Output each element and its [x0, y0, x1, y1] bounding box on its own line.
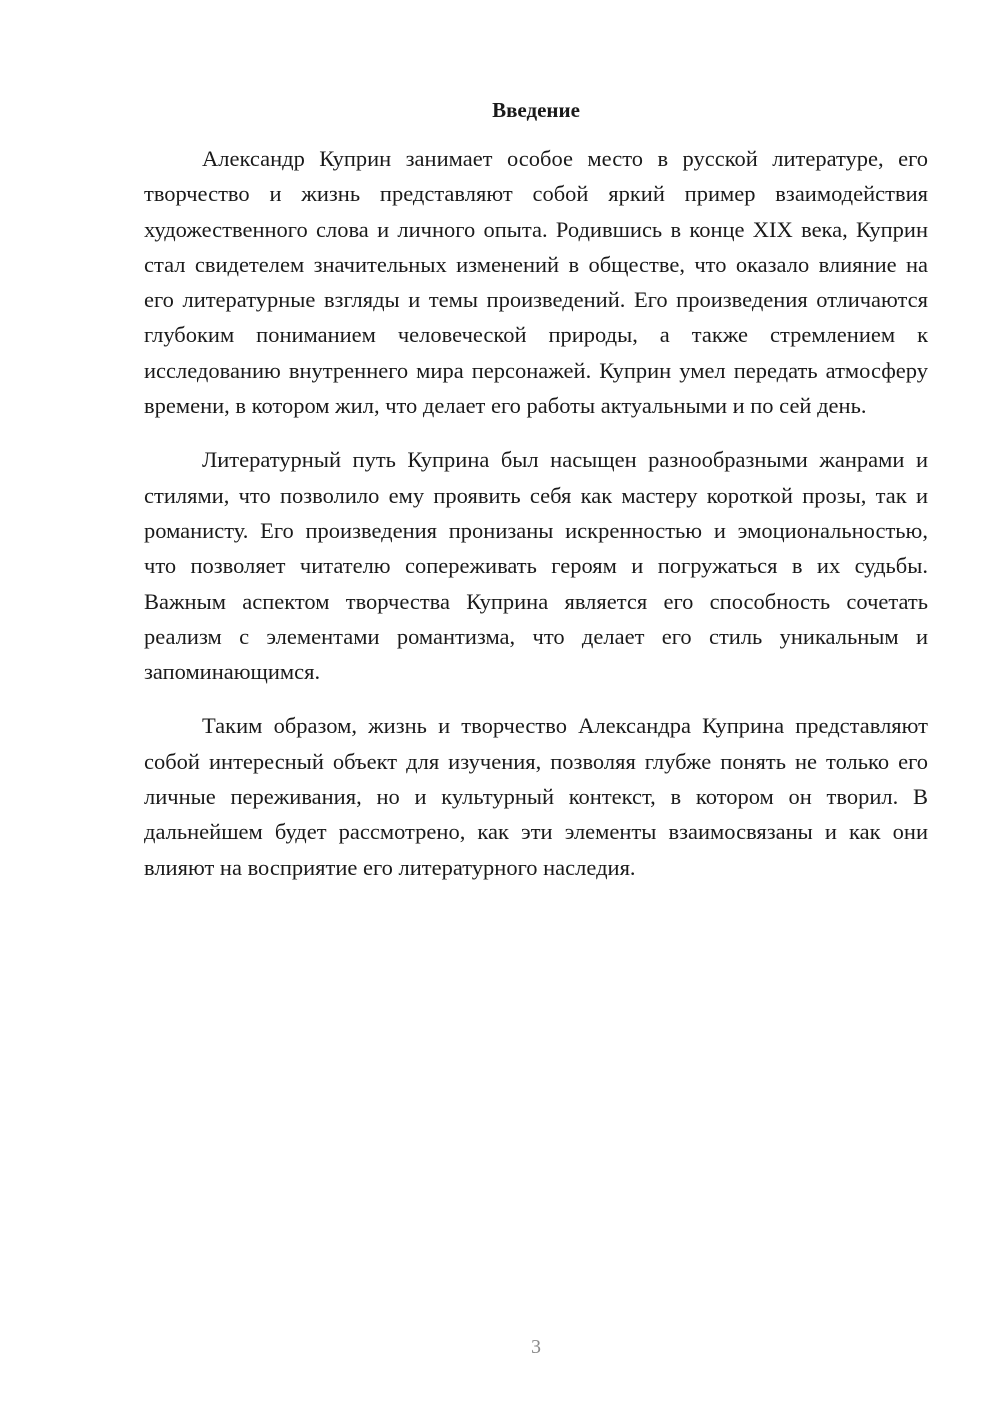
- paragraph-2: Литературный путь Куприна был насыщен разнообразными жанрами и стилями, что позволило ему проявить себя как мастеру короткой прозы, так и романисту. Его произведения пронизаны искренностью и эмоциональностью, что позволяет читателю сопереживать героям и погружаться в их судьбы. Важным аспектом творчества Куприна является его способность сочетать реализм с элементами романтизма, что делает его стиль уникальным и запоминающимся.: [144, 447, 928, 685]
- body-text: [144, 141, 928, 904]
- page-number: 3: [531, 1336, 541, 1358]
- paragraph-3: Таким образом, жизнь и творчество Александра Куприна представляют собой интересный объект для изучения, позволяя глубже понять не только его личные переживания, но и культурный контекст, в котором он творил. В дальнейшем будет рассмотрено, как эти элементы взаимосвязаны и как они влияют на восприятие его литературного наследия.: [144, 713, 928, 880]
- section-heading: Введение: [492, 98, 580, 122]
- paragraph-1: Александр Куприн занимает особое место в русской литературе, его творчество и жизнь представляют собой яркий пример взаимодействия художественного слова и личного опыта. Родившись в конце XIX века, Куприн стал свидетелем значительных изменений в обществе, что оказало влияние на его литературные взгляды и темы произведений. Его произведения отличаются глубоким пониманием человеческой природы, а также стремлением к исследованию внутреннего мира персонажей. Куприн умел передать атмосферу времени, в котором жил, что делает его работы актуальными и по сей день.: [144, 146, 928, 419]
